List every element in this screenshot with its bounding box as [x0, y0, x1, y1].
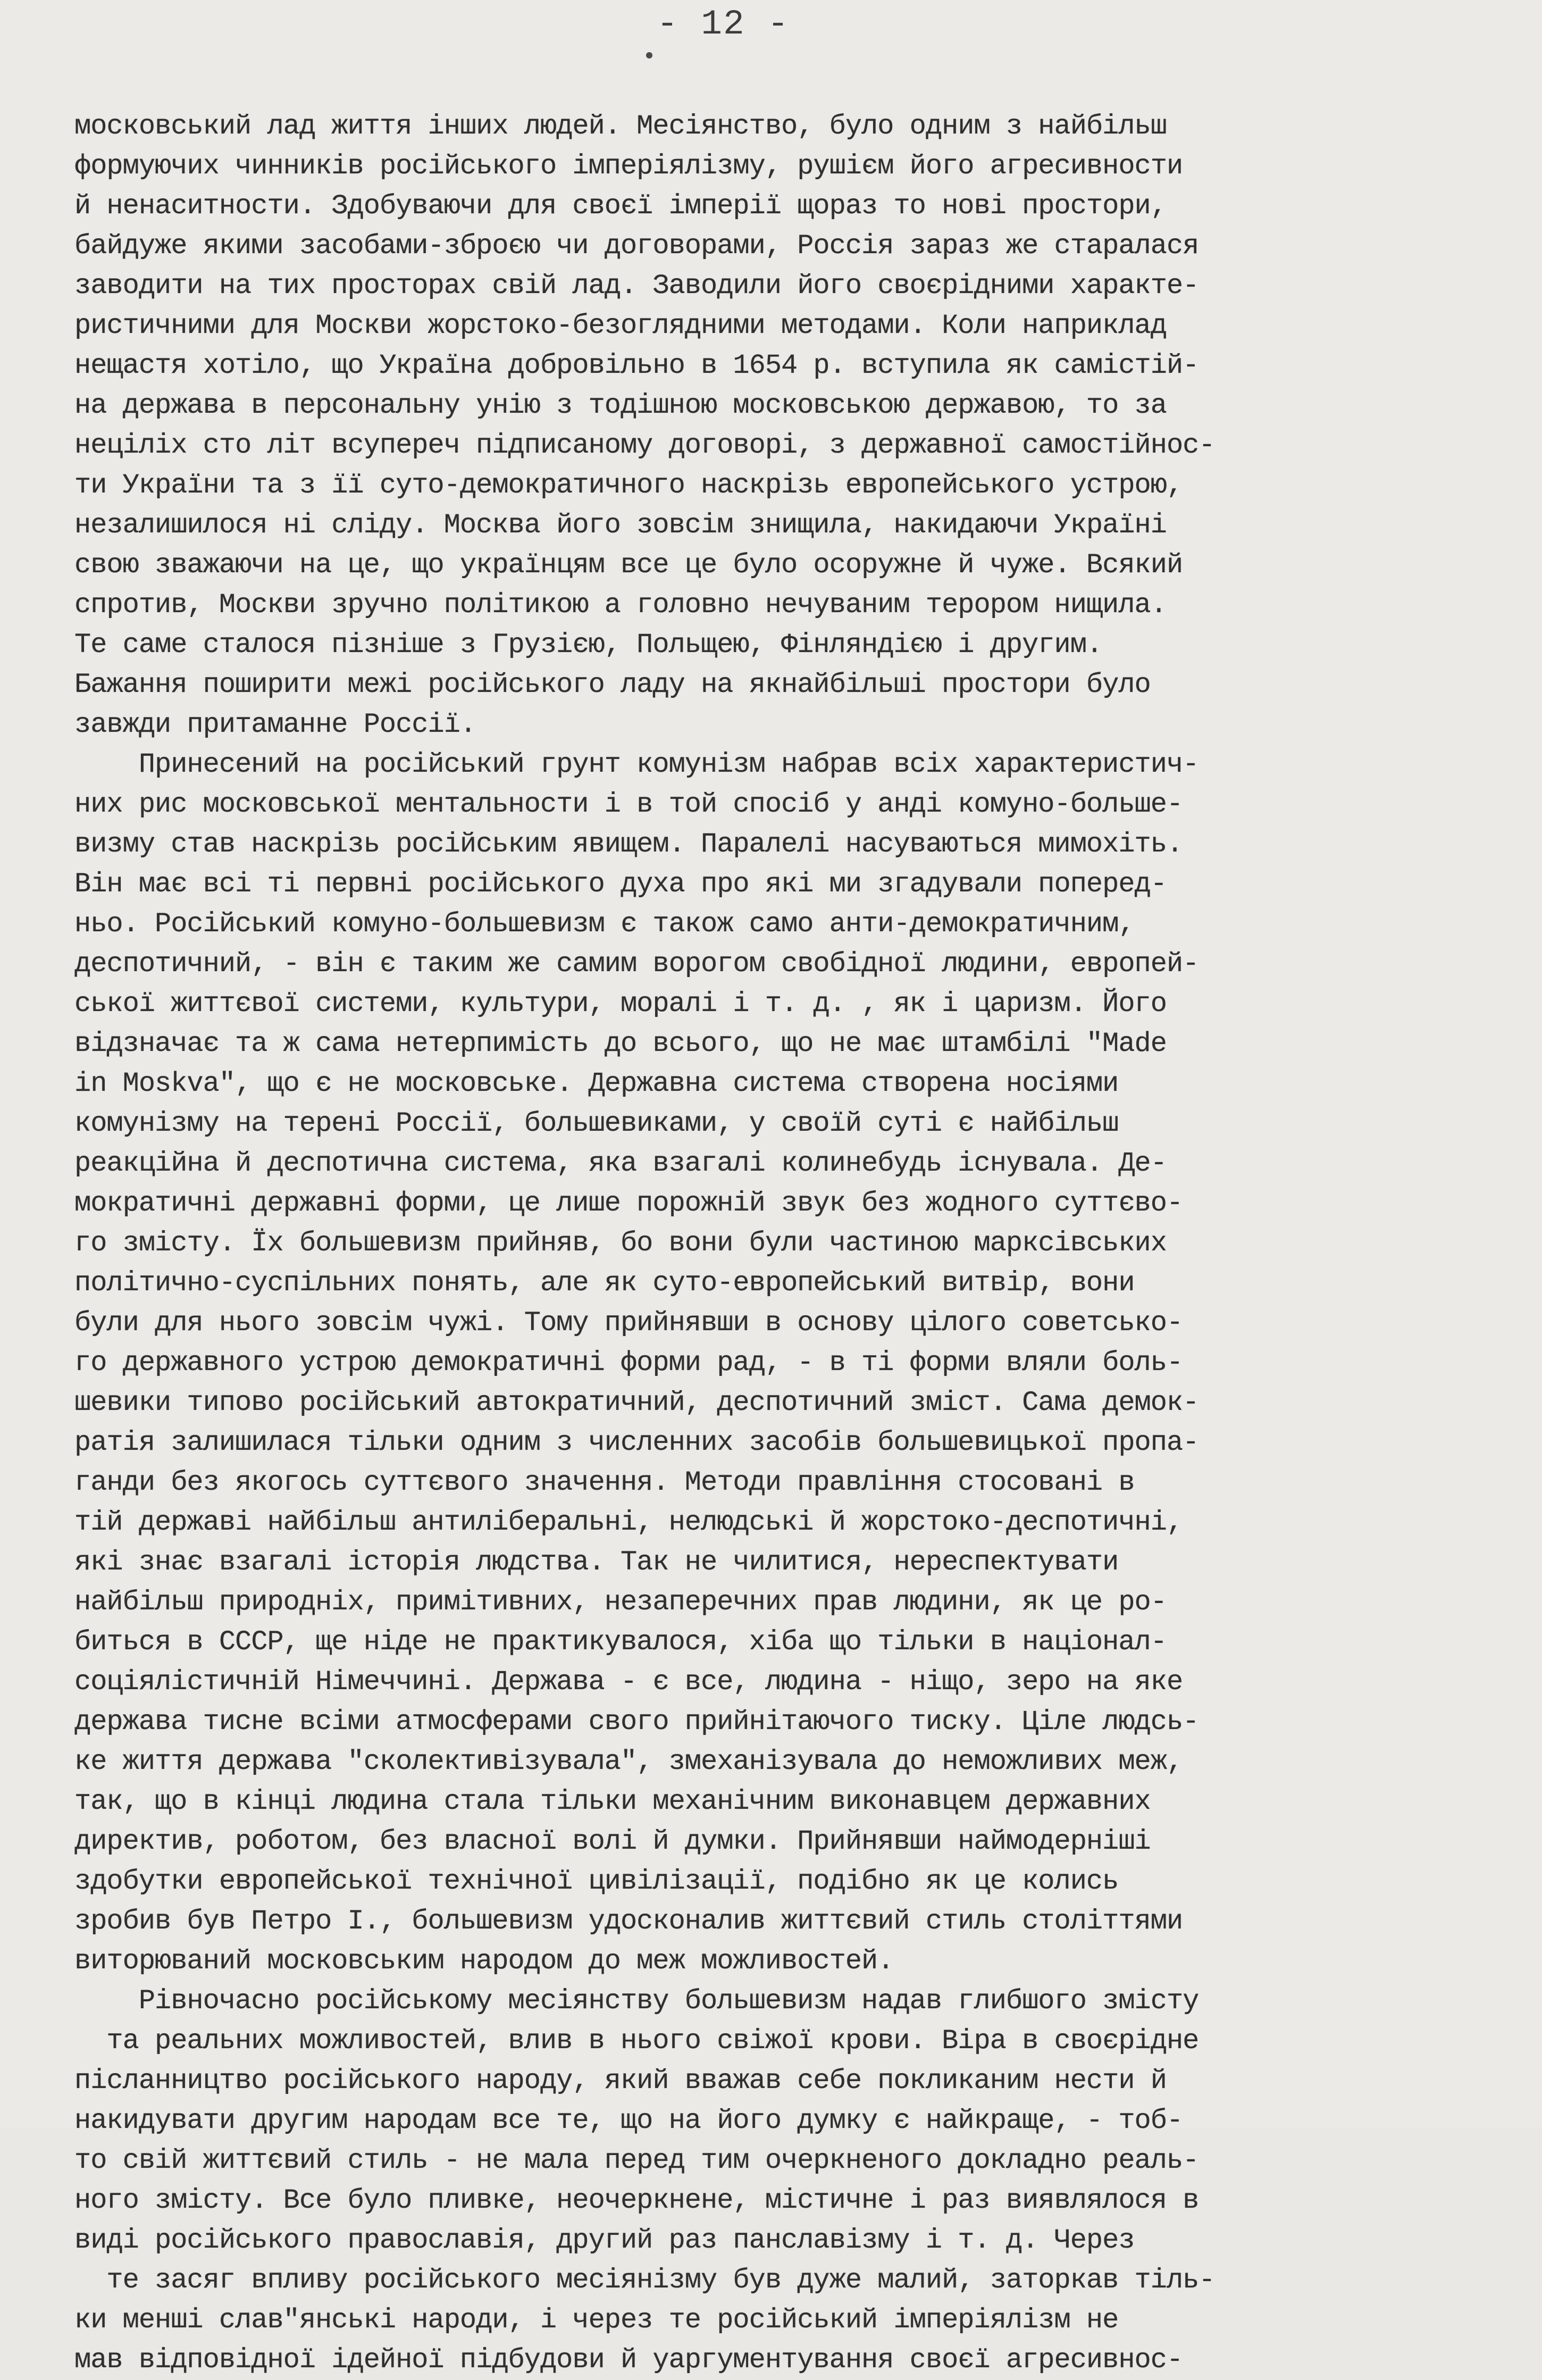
text-line: неціліх сто літ всупереч підписаному договорі, з державної самостійнос-	[74, 430, 1215, 461]
text-line: ратія залишилася тільки одним з численних засобів большевицької пропа-	[74, 1427, 1199, 1458]
text-line: свою зважаючи на це, що українцям все це було осоружне й чуже. Всякий	[74, 549, 1183, 581]
text-line: держава тисне всіми атмосферами свого прийнітаючого тиску. Ціле людсь-	[74, 1706, 1199, 1738]
text-line: московський лад життя інших людей. Месіянство, було одним з найбільш	[74, 111, 1167, 142]
punch-mark	[646, 52, 652, 59]
text-line: биться в СССР, ще ніде не практикувалося, хіба що тільки в націонал-	[74, 1626, 1167, 1658]
text-line: ти України та з її суто-демократичного наскрізь европейського устрою,	[74, 470, 1183, 501]
text-line: Бажання поширити межі російського ладу на якнайбільші простори було	[74, 669, 1151, 700]
text-line: спротив, Москви зручно політикою а головно нечуваним терором нищила.	[74, 589, 1167, 621]
text-line: виторюваний московським народом до меж можливостей.	[74, 1945, 894, 1977]
text-line: найбільш природніх, примітивних, незаперечних прав людини, як це ро-	[74, 1586, 1167, 1618]
text-line: мав відповідної ідейної підбудови й уаргументування своєї агресивнос-	[74, 2344, 1183, 2376]
text-line: реакційна й деспотична система, яка взагалі колинебудь існувала. Де-	[74, 1148, 1167, 1179]
text-line: деспотичний, - він є таким же самим ворогом свобідної людини, европей-	[74, 948, 1199, 980]
typewritten-body	[74, 106, 1489, 2380]
text-line: те засяг впливу російського месіянізму був дуже малий, заторкав тіль-	[74, 2265, 1215, 2296]
text-line: формуючих чинників російського імперіялізму, рушієм його агресивности	[74, 151, 1183, 182]
text-line: нещастя хотіло, що Україна добровільно в 1654 р. вступила як самістій-	[74, 350, 1199, 381]
text-line: відзначає та ж сама нетерпимість до всього, що не має штамбілі "Made	[74, 1028, 1167, 1059]
text-line: були для нього зовсім чужі. Тому прийнявши в основу цілого советсько-	[74, 1307, 1183, 1339]
text-line: зробив був Петро І., большевизм удосконалив життєвий стиль століттями	[74, 1906, 1183, 1937]
text-line: політично-суспільних понять, але як суто-европейський витвір, вони	[74, 1267, 1135, 1299]
text-line: так, що в кінці людина стала тільки механічним виконавцем державних	[74, 1786, 1151, 1817]
text-line: ного змісту. Все було пливке, неочеркнене, містичне і раз виявлялося в	[74, 2185, 1199, 2216]
text-line: ки менші слав"янські народи, і через те російський імперіялізм не	[74, 2304, 1119, 2336]
text-line: го змісту. Їх большевизм прийняв, бо вони були частиною марксівських	[74, 1227, 1167, 1259]
text-line: та реальних можливостей, влив в нього свіжої крови. Віра в своєрідне	[74, 2025, 1199, 2057]
text-line: й ненаситности. Здобуваючи для своєї імперії щораз то нові простори,	[74, 190, 1167, 222]
text-line: соціялістичній Німеччині. Держава - є все, людина - ніщо, зеро на яке	[74, 1666, 1183, 1698]
text-line: здобутки европейської технічної цивілізації, подібно як це колись	[74, 1866, 1119, 1897]
text-line: заводити на тих просторах свій лад. Заводили його своєрідними характе-	[74, 270, 1199, 302]
text-line: шевики типово російський автократичний, деспотичний зміст. Сама демок-	[74, 1387, 1199, 1418]
text-line: Рівночасно російському месіянству большевизм надав глибшого змісту	[74, 1985, 1199, 2017]
text-line: які знає взагалі історія людства. Так не чилитися, нереспектувати	[74, 1547, 1119, 1578]
text-line: незалишилося ні сліду. Москва його зовсім знищила, накидаючи Україні	[74, 510, 1167, 541]
text-line: комунізму на терені Россії, большевиками, у своїй суті є найбільш	[74, 1108, 1119, 1139]
text-line: байдуже якими засобами-зброєю чи договорами, Россія зараз же старалася	[74, 230, 1199, 262]
text-line: визму став наскрізь російським явищем. Паралелі насуваються мимохіть.	[74, 829, 1183, 860]
text-line: Принесений на російський грунт комунізм набрав всіх характеристич-	[74, 749, 1199, 780]
text-line: Те саме сталося пізніше з Грузією, Польщею, Фінляндією і другим.	[74, 629, 1103, 661]
text-line: виді російського православія, другий раз панславізму і т. д. Через	[74, 2225, 1135, 2256]
text-line: ньо. Російський комуно-большевизм є також само анти-демократичним,	[74, 908, 1135, 940]
text-line: ської життєвої системи, культури, моралі і т. д. , як і царизм. Його	[74, 988, 1167, 1020]
text-line: завжди притаманне Россії.	[74, 709, 476, 740]
text-line: Він має всі ті первні російського духа про які ми згадували поперед-	[74, 869, 1167, 900]
text-line: ганди без якогось суттєвого значення. Методи правління стосовані в	[74, 1467, 1135, 1498]
text-line: го державного устрою демократичні форми рад, - в ті форми вляли боль-	[74, 1347, 1183, 1379]
text-line: то свій життєвий стиль - не мала перед тим очеркненого докладно реаль-	[74, 2145, 1199, 2176]
text-line: директив, роботом, без власної волі й думки. Прийнявши наймодерніші	[74, 1826, 1151, 1857]
text-line: мократичні державні форми, це лише порожній звук без жодного суттєво-	[74, 1188, 1183, 1219]
text-line: ристичними для Москви жорстоко-безоглядними методами. Коли наприклад	[74, 310, 1167, 341]
text-line: in Moskva", що є не московське. Державна система створена носіями	[74, 1068, 1119, 1099]
page-number: - 12 -	[657, 4, 790, 44]
text-line: на держава в персональну унію з тодішною московською державою, то за	[74, 390, 1167, 421]
text-line: післанництво російського народу, який вважав себе покликаним нести й	[74, 2065, 1167, 2097]
text-line: накидувати другим народам все те, що на його думку є найкраще, - тоб-	[74, 2105, 1183, 2136]
text-line: ке життя держава "сколективізувала", змеханізувала до неможливих меж,	[74, 1746, 1183, 1777]
text-line: них рис московської ментальности і в той спосіб у анді комуно-больше-	[74, 789, 1183, 820]
text-line: тій державі найбільш антиліберальні, нелюдські й жорстоко-деспотичні,	[74, 1507, 1183, 1538]
